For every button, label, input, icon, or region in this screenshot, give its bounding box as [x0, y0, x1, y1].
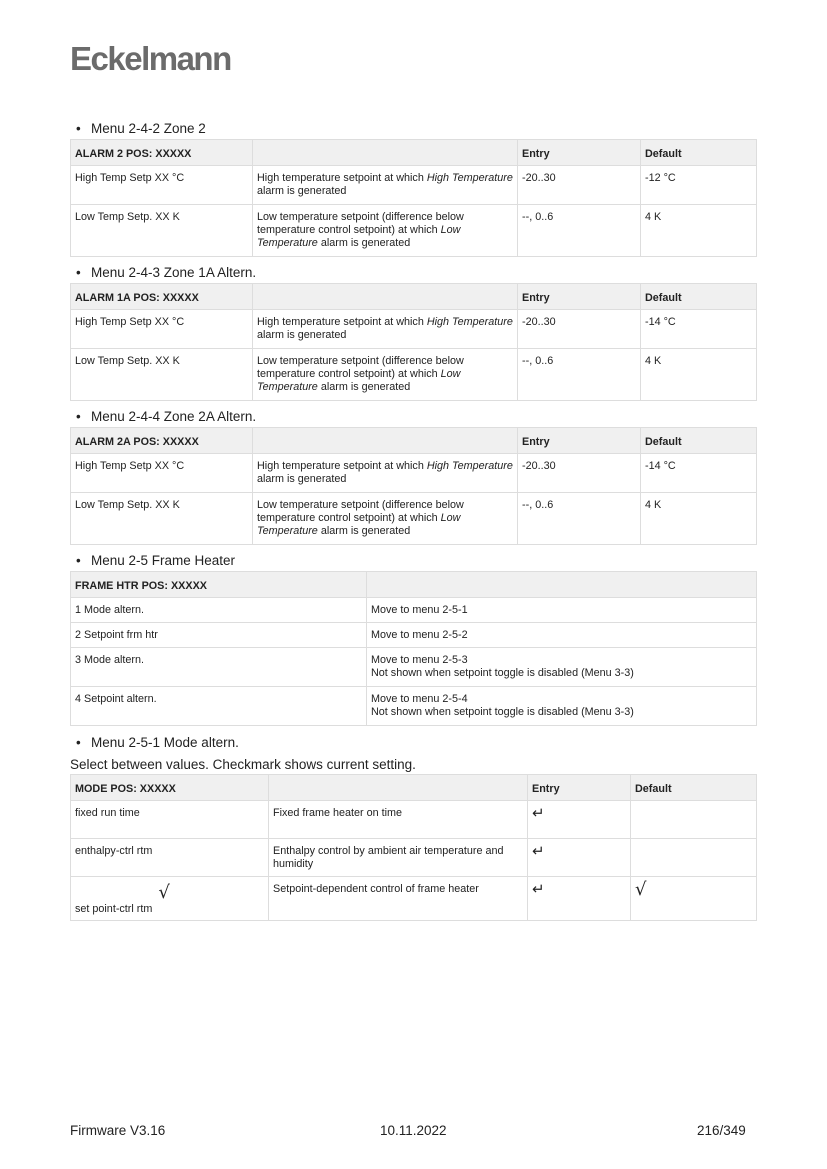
header-cell [253, 140, 518, 166]
table-row [71, 877, 757, 921]
option-label: set point-ctrl rtm [75, 903, 153, 915]
header-cell: Entry [518, 428, 641, 454]
option-name [71, 877, 269, 921]
table-row [71, 648, 757, 687]
description-text: alarm is generated [257, 473, 347, 485]
default-value: -14 °C [641, 310, 757, 349]
bullet-icon: • [76, 735, 81, 750]
default-value: -12 °C [641, 166, 757, 205]
header-cell: ALARM 1A POS: XXXXX [71, 284, 253, 310]
bullet-icon: • [76, 409, 81, 424]
header-cell: Default [641, 140, 757, 166]
table-header-row [71, 775, 757, 801]
frame-heater-table [70, 571, 757, 726]
description-line: Move to menu 2-5-4 [371, 693, 468, 705]
table-row [71, 493, 757, 545]
option-label: fixed run time [75, 807, 140, 819]
section-heading [76, 553, 235, 568]
menu-item-name: 4 Setpoint altern. [71, 687, 367, 726]
section-heading [76, 121, 206, 136]
header-cell: Default [641, 428, 757, 454]
parameter-name: Low Temp Setp. XX K [71, 349, 253, 401]
footer-date: 10.11.2022 [380, 1123, 447, 1138]
description-text: High temperature setpoint at which [257, 172, 427, 184]
table-row [71, 598, 757, 623]
description-text: High Temperature [426, 460, 513, 472]
mode-table [70, 774, 757, 921]
section-heading-text: Menu 2-4-2 Zone 2 [91, 121, 206, 136]
header-cell [269, 775, 528, 801]
instruction-text: Select between values. Checkmark shows current setting. [70, 757, 416, 772]
default-value: 4 K [641, 493, 757, 545]
default-cell [631, 801, 757, 839]
section-heading-text: Menu 2-5-1 Mode altern. [91, 735, 239, 750]
bullet-icon: • [76, 121, 81, 136]
table-row [71, 310, 757, 349]
description-text: Low Temperature [257, 224, 461, 249]
parameter-description [253, 349, 518, 401]
table-header-row [71, 140, 757, 166]
menu-item-name: 3 Mode altern. [71, 648, 367, 687]
entry-range: --, 0..6 [518, 493, 641, 545]
header-cell: Entry [518, 140, 641, 166]
parameter-description [253, 454, 518, 493]
menu-item-name: 2 Setpoint frm htr [71, 623, 367, 648]
eckelmann-logo: Eckelmann [70, 40, 231, 77]
table-header-row [71, 284, 757, 310]
description-line: Move to menu 2-5-2 [371, 629, 468, 641]
section-heading-text: Menu 2-5 Frame Heater [91, 553, 236, 568]
table-row [71, 166, 757, 205]
footer-page-number: 216/349 [697, 1123, 746, 1138]
entry-cell [528, 801, 631, 839]
table-row [71, 349, 757, 401]
header-cell: ALARM 2A POS: XXXXX [71, 428, 253, 454]
entry-range: -20..30 [518, 166, 641, 205]
description-line: Move to menu 2-5-3 [371, 654, 468, 666]
header-cell [367, 572, 757, 598]
description-text: High temperature setpoint at which [257, 460, 427, 472]
table-row [71, 454, 757, 493]
menu-item-name: 1 Mode altern. [71, 598, 367, 623]
alarm-table [70, 139, 757, 257]
description-text: High Temperature [426, 316, 513, 328]
description-text: Low temperature setpoint (difference below temperature control setpoint) at which [257, 499, 464, 524]
enter-key-icon: ↵ [532, 805, 545, 822]
table-row [71, 205, 757, 257]
description-line: Not shown when setpoint toggle is disabled (Menu 3-3) [371, 706, 634, 718]
parameter-name: High Temp Setp XX °C [71, 166, 253, 205]
table-row [71, 687, 757, 726]
header-cell: FRAME HTR POS: XXXXX [71, 572, 367, 598]
option-description: Enthalpy control by ambient air temperature and humidity [269, 839, 528, 877]
description-text: alarm is generated [317, 237, 411, 249]
option-label: enthalpy-ctrl rtm [75, 845, 153, 857]
option-description: Fixed frame heater on time [269, 801, 528, 839]
entry-range: --, 0..6 [518, 205, 641, 257]
entry-cell [528, 839, 631, 877]
description-text: alarm is generated [317, 381, 411, 393]
table-header-row [71, 428, 757, 454]
option-name [71, 839, 269, 877]
header-cell: Default [631, 775, 757, 801]
parameter-description [253, 166, 518, 205]
default-cell [631, 839, 757, 877]
table-row [71, 839, 757, 877]
entry-cell [528, 877, 631, 921]
table-row [71, 623, 757, 648]
section-heading [76, 265, 256, 280]
description-text: Low temperature setpoint (difference below temperature control setpoint) at which [257, 355, 464, 380]
description-line: Move to menu 2-5-1 [371, 604, 468, 616]
footer-firmware: Firmware V3.16 [70, 1123, 166, 1138]
section-heading-text: Menu 2-4-4 Zone 2A Altern. [91, 409, 257, 424]
header-cell: Entry [528, 775, 631, 801]
default-value: 4 K [641, 205, 757, 257]
checkmark-icon: √ [635, 879, 647, 900]
menu-item-description [367, 598, 757, 623]
checkmark-icon: √ [158, 882, 170, 903]
header-cell: ALARM 2 POS: XXXXX [71, 140, 253, 166]
parameter-name: High Temp Setp XX °C [71, 454, 253, 493]
header-cell [253, 284, 518, 310]
entry-range: -20..30 [518, 310, 641, 349]
description-text: alarm is generated [257, 185, 347, 197]
header-cell: Entry [518, 284, 641, 310]
description-text: Low temperature setpoint (difference below temperature control setpoint) at which [257, 211, 464, 236]
parameter-name: Low Temp Setp. XX K [71, 493, 253, 545]
table-header-row [71, 572, 757, 598]
alarm-table [70, 283, 757, 401]
menu-item-description [367, 648, 757, 687]
bullet-icon: • [76, 553, 81, 568]
menu-item-description [367, 623, 757, 648]
parameter-name: Low Temp Setp. XX K [71, 205, 253, 257]
default-cell [631, 877, 757, 921]
description-text: alarm is generated [257, 329, 347, 341]
section-heading [76, 735, 239, 750]
description-text: Low Temperature [257, 512, 461, 537]
parameter-name: High Temp Setp XX °C [71, 310, 253, 349]
description-text: High temperature setpoint at which [257, 316, 427, 328]
enter-key-icon: ↵ [532, 843, 545, 860]
default-value: -14 °C [641, 454, 757, 493]
description-text: High Temperature [426, 172, 513, 184]
option-description: Setpoint-dependent control of frame heater [269, 877, 528, 921]
entry-range: -20..30 [518, 454, 641, 493]
section-heading [76, 409, 256, 424]
description-line: Not shown when setpoint toggle is disabled (Menu 3-3) [371, 667, 634, 679]
description-text: alarm is generated [317, 525, 411, 537]
enter-key-icon: ↵ [532, 881, 545, 898]
header-cell [253, 428, 518, 454]
parameter-description [253, 493, 518, 545]
alarm-table [70, 427, 757, 545]
entry-range: --, 0..6 [518, 349, 641, 401]
header-cell: MODE POS: XXXXX [71, 775, 269, 801]
header-cell: Default [641, 284, 757, 310]
table-row [71, 801, 757, 839]
parameter-description [253, 310, 518, 349]
bullet-icon: • [76, 265, 81, 280]
default-value: 4 K [641, 349, 757, 401]
parameter-description [253, 205, 518, 257]
section-heading-text: Menu 2-4-3 Zone 1A Altern. [91, 265, 257, 280]
description-text: Low Temperature [257, 368, 461, 393]
menu-item-description [367, 687, 757, 726]
option-name [71, 801, 269, 839]
